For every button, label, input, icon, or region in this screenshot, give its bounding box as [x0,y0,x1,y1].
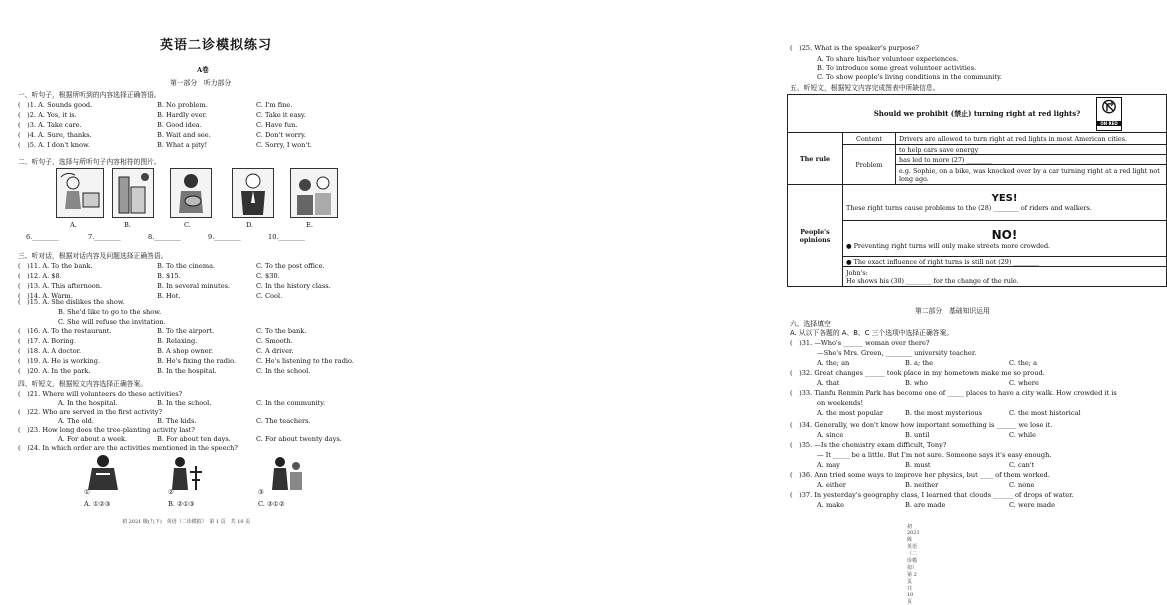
option-text: C. I'm fine. [256,101,293,109]
option-text: C. while [1009,431,1037,439]
page-title: 英语二诊模拟练习 [160,38,273,53]
question-text: ( )36. Ann tried some ways to improve her physics, but ____ of them worked. [790,471,1050,479]
option-text: ( )17. A. Boring. [18,337,76,345]
volume-label: A卷 [197,66,209,74]
option-text: C. She will refuse the invitation. [58,318,166,326]
table-question: Should we prohibit (禁止) turning right at red lights? [873,108,1081,118]
yes-sign: YES! [991,193,1018,204]
option-text: B. To introduce some great volunteer activities. [817,64,977,72]
picture-b [112,168,154,218]
opinions-label: People's opinions [788,185,843,287]
picture-label: E. [306,221,313,229]
option-text: ( )14. A. Warm. [18,292,73,300]
picture-label: A. [70,221,77,229]
answer-blank: 7.________ [88,233,121,241]
option-text: B. neither [905,481,939,489]
section-heading: 一、听句子，根据所听到的内容选择正确答语。 [18,91,161,99]
option-text: ( )1. A. Sounds good. [18,101,93,109]
section-heading: 二、听句子，选择与所听句子内容相符的图片。 [18,158,161,166]
option-text: ( )12. A. $8. [18,272,62,280]
question-text: ( )32. Great changes ______ took place in my hometown make me so proud. [790,369,1045,377]
activity-picture-1 [84,452,122,492]
problem-2: e.g. Sophie, on a bike, was knocked over by a car turning right at a red light not long ago. [896,165,1167,185]
option-text: B. He's fixing the radio. [157,357,237,365]
problem-label: Problem [843,145,896,185]
option-text: B. Hardly ever. [157,111,208,119]
option-text: C. $30. [256,272,280,280]
question-text: ( )35. —Is the chemistry exam difficult, Tony? [790,441,947,449]
option-text: B. Relaxing. [157,337,198,345]
answer-blank: 9.________ [208,233,241,241]
option-text: ( )15. A. She dislikes the show. [18,298,125,306]
option-text: B. Good idea. [157,121,202,129]
option-text: C. The teachers. [256,417,311,425]
option-text: B. until [905,431,930,439]
yes-cell [843,185,1167,221]
option-text: C. Sorry, I won't. [256,141,312,149]
option-text: ( )4. A. Sure, thanks. [18,131,92,139]
option-text: C. To the bank. [256,327,307,335]
option-text: B. In the school. [157,399,212,407]
option-text: B. ②①③ [168,500,195,508]
option-text: C. Take it easy. [256,111,306,119]
john-cell [843,267,1167,287]
table-question-cell [788,95,1167,133]
answer-blank: 10.________ [268,233,305,241]
no-sign: NO! [991,227,1018,242]
question-text: ( )33. Tianfu Renmin Park has become one of _____ places to have a city walk. How crowded it is [790,389,1117,397]
no-text-2: ● The exact influence of right turns is still not (29) ________ [843,257,1167,267]
part-heading: 第二部分 基础知识运用 [915,307,990,315]
order-marker: ① [84,488,90,496]
option-text: C. To the post office. [256,262,325,270]
option-text: ( )2. A. Yes, it is. [18,111,77,119]
question-text: ( )23. How long does the tree-planting activity last? [18,426,195,434]
rule-label: The rule [788,133,843,185]
question-text: ( )34. Generally, we don't know how important something is ______ we lose it. [790,421,1053,429]
option-text: C. In the history class. [256,282,331,290]
option-text: B. A shop owner. [157,347,214,355]
section-heading: 六、选择填空 [790,320,831,328]
question-text: —She's Mrs. Green, ________ university teacher. [817,349,977,357]
content-text: Drivers are allowed to turn right at red lights in most American cities. [896,133,1167,145]
option-text: A. since [817,431,844,439]
option-text: B. She'd like to go to the show. [58,308,162,316]
picture-c [170,168,212,218]
order-marker: ② [168,488,174,496]
option-text: ( )20. A. In the park. [18,367,91,375]
answer-blank: 6.________ [26,233,59,241]
question-text: — It _____ be a little. But I'm not sure. Someone says it's easy enough. [817,451,1052,459]
rule-table [787,94,1167,287]
question-text: ( )22. Who are served in the first activity? [18,408,163,416]
option-text: A. The old. [58,417,94,425]
reason-text: to help cars save energy [896,145,1167,155]
option-text: C. ③①② [258,500,285,508]
order-marker: ③ [258,488,264,496]
question-text: ( )24. In which order are the activities mentioned in the speech? [18,444,238,452]
section-subheading: A. 从以下各题的 A、B、C 三个选项中选择正确答案。 [790,329,954,337]
option-text: B. In several minutes. [157,282,231,290]
option-text: C. Have fun. [256,121,298,129]
question-text: ( )25. What is the speaker's purpose? [790,44,919,52]
option-text: B. The kids. [157,417,197,425]
option-text: B. For about ten days. [157,435,231,443]
no-text-1: ● Preventing right turns will only make streets more crowded. [846,241,1051,250]
page-footer: 初 2021 级 英语（二诊模拟） 第 2 页 共 10 页 [907,524,920,605]
option-text: ( )5. A. I don't know. [18,141,90,149]
section-heading: 五、听短文，根据短文内容完成图表中所缺信息。 [790,84,940,92]
option-text: C. the most historical [1009,409,1081,417]
activity-picture-3 [266,452,306,492]
option-text: B. To the airport. [157,327,215,335]
option-text: ( )19. A. He is working. [18,357,101,365]
option-text: A. ①②③ [84,500,111,508]
option-text: C. Don't worry. [256,131,306,139]
option-text: C. In the community. [256,399,326,407]
right-page [397,0,1160,605]
option-text: B. Wait and see. [157,131,211,139]
option-text: ( )18. A. A doctor. [18,347,82,355]
option-text: A. For about a week. [58,435,128,443]
answer-blank: 8.________ [148,233,181,241]
option-text: C. In the school. [256,367,311,375]
john-text: He shows his (30) ________ for the change of the rule. [846,276,1019,285]
option-text: A. In the hospital. [58,399,118,407]
option-text: B. To the cinema. [157,262,216,270]
option-text: A. the; an [817,359,850,367]
content-label: Content [843,133,896,145]
no-cell [843,221,1167,257]
option-text: A. To share his/her volunteer experiences. [817,55,959,63]
option-text: C. the; a [1009,359,1038,367]
question-text: on weekends! [817,399,864,407]
no-turn-on-red-sign [1096,97,1122,131]
option-text: ( )3. A. Take care. [18,121,82,129]
option-text: C. were made [1009,501,1056,509]
problem-1: has led to more (27) ________ [896,155,1167,165]
option-text: C. A driver. [256,347,294,355]
option-text: ( )13. A. This afternoon. [18,282,103,290]
activity-picture-2 [168,452,208,492]
question-text: ( )37. In yesterday's geography class, I learned that clouds ______ of drops of water. [790,491,1074,499]
section-heading: 三、听对话，根据对话内容及问题选择正确答语。 [18,252,168,260]
page-footer: 初 2021 级(九下) 英语（二诊模拟） 第 1 页 共 10 页 [122,519,251,525]
option-text: B. Hot. [157,292,181,300]
option-text: B. $15. [157,272,181,280]
option-text: C. Cool. [256,292,283,300]
picture-label: C. [184,221,191,229]
left-page [0,0,397,561]
question-text: ( )31. —Who's ______ woman over there? [790,339,930,347]
sign-text: ON RED [1097,121,1121,126]
picture-label: D. [246,221,254,229]
option-text: B. must [905,461,931,469]
picture-d [232,168,274,218]
option-text: B. What a pity! [157,141,208,149]
option-text: A. make [817,501,845,509]
question-text: ( )21. Where will volunteers do these activities? [18,390,183,398]
part-heading: 第一部分 听力部分 [170,79,232,87]
option-text: C. none [1009,481,1035,489]
option-text: C. Smooth. [256,337,293,345]
option-text: ( )16. A. To the restaurant. [18,327,112,335]
option-text: C. He's listening to the radio. [256,357,354,365]
option-text: A. the most popular [817,409,884,417]
option-text: C. can't [1009,461,1035,469]
option-text: B. In the hospital. [157,367,217,375]
picture-e [290,168,338,218]
yes-text: These right turns cause problems to the (28) ________ of riders and walkers. [846,204,1092,212]
option-text: A. that [817,379,840,387]
option-text: B. the most mysterious [905,409,983,417]
john-label: John's: [846,268,868,277]
section-heading: 四、听短文，根据短文内容选择正确答案。 [18,380,148,388]
option-text: A. either [817,481,846,489]
option-text: C. where [1009,379,1039,387]
no-right-turn-icon [1098,99,1120,121]
option-text: C. To show people's living conditions in the community. [817,73,1002,81]
picture-a [56,168,104,218]
option-text: A. may [817,461,840,469]
option-text: B. No problem. [157,101,208,109]
option-text: B. who [905,379,928,387]
picture-label: B. [124,221,131,229]
option-text: B. are made [905,501,946,509]
option-text: ( )11. A. To the bank. [18,262,93,270]
option-text: B. a; the [905,359,934,367]
option-text: C. For about twenty days. [256,435,342,443]
